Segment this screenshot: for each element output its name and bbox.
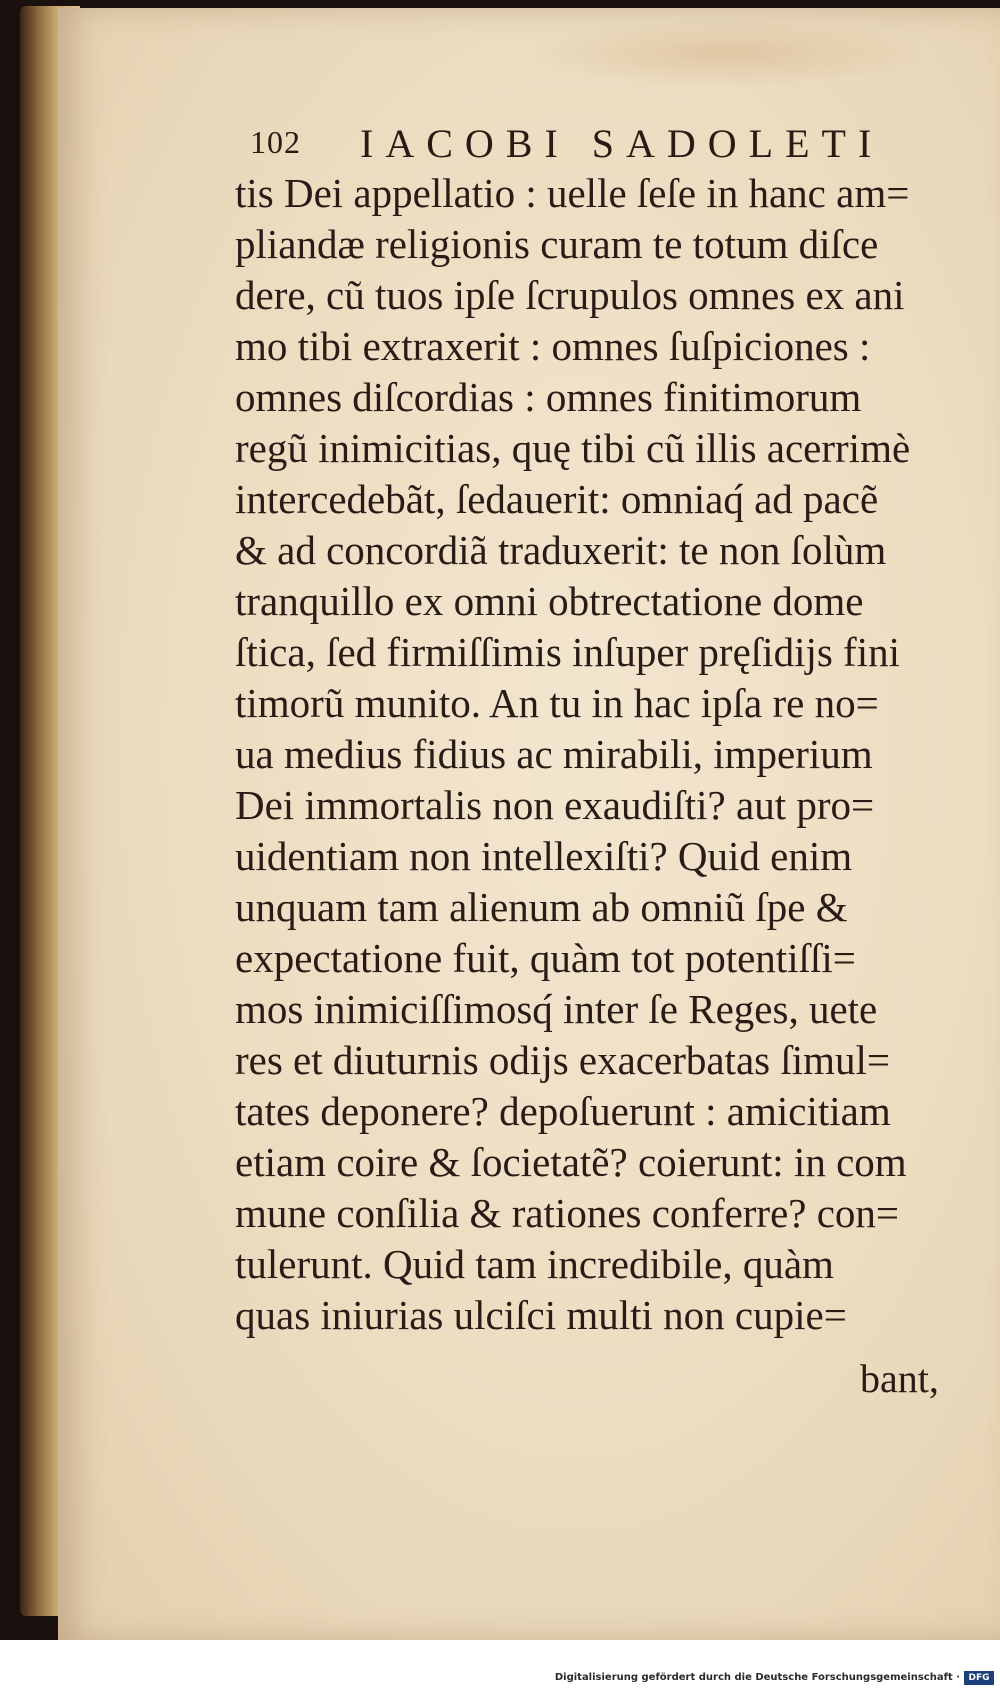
text-line: tulerunt. Quid tam incredibile, quàm (235, 1241, 834, 1287)
catchword: bant, (860, 1356, 939, 1401)
text-line: uidentiam non intellexiſti? Quid enim (235, 833, 853, 879)
running-head (250, 118, 910, 168)
text-block (235, 168, 965, 1341)
page-number: 102 (250, 124, 301, 160)
text-line: regũ inimicitias, quę tibi cũ illis acerrimè (235, 425, 911, 471)
text-line: pliandæ religionis curam te totum diſce (235, 221, 879, 267)
text-line: mos inimiciſſimosq́ inter ſe Reges, uete (235, 986, 878, 1032)
text-line: ſtica, ſed firmiſſimis inſuper pręſidijs fini (235, 629, 900, 675)
text-line: omnes diſcordias : omnes finitimorum (235, 374, 862, 420)
text-line: tranquillo ex omni obtrectatione dome (235, 578, 864, 624)
text-line: & ad concordiã traduxerit: te non ſolùm (235, 527, 887, 573)
text-line: tis Dei appellatio : uelle ſeſe in hanc am= (235, 170, 910, 216)
text-line: Dei immortalis non exaudiſti? aut pro= (235, 782, 875, 828)
text-line: mo tibi extraxerit : omnes ſuſpiciones : (235, 323, 871, 369)
running-title: IACOBI SADOLETI (360, 121, 884, 166)
digitization-credit: Digitalisierung gefördert durch die Deutsche Forschungsgemeinschaft · (554, 1672, 960, 1683)
text-line: expectatione fuit, quàm tot potentiſſi= (235, 935, 856, 981)
text-line: ua medius fidius ac mirabili, imperium (235, 731, 873, 777)
text-line: intercedebãt, ſedauerit: omniaq́ ad pacẽ (235, 476, 879, 522)
text-line: etiam coire & ſocietatẽ? coierunt: in com (235, 1139, 907, 1185)
text-line: quas iniurias ulciſci multi non cupie= (235, 1292, 847, 1338)
text-line: mune conſilia & rationes conferre? con= (235, 1190, 900, 1236)
text-line: tates deponere? depoſuerunt : amicitiam (235, 1088, 891, 1134)
text-line: dere, cũ tuos ipſe ſcrupulos omnes ex ani (235, 272, 905, 318)
text-line: timorũ munito. An tu in hac ipſa re no= (235, 680, 879, 726)
text-line: unquam tam alienum ab omniũ ſpe & (235, 884, 848, 930)
dfg-logo: DFG (964, 1671, 994, 1685)
text-line: res et diuturnis odijs exacerbatas ſimul= (235, 1037, 891, 1083)
